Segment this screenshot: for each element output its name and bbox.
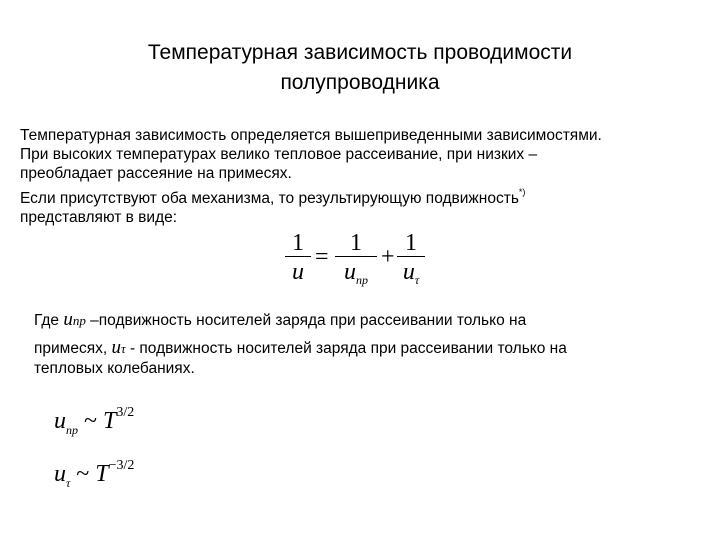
u-symbol: u (344, 259, 356, 285)
relation-impurity (54, 405, 134, 438)
subscript-pr: пр (66, 423, 78, 437)
explanation-line-1 (34, 310, 714, 331)
slide-title (0, 38, 720, 98)
u-symbol: u (111, 337, 121, 358)
subscript-pr: пр (72, 313, 86, 328)
explanation-text-1: –подвижность носителей заряда при рассеивании только на (90, 312, 527, 329)
u-symbol: u (63, 309, 73, 330)
explanation-text-2a: примесях, (34, 340, 108, 357)
explanation-paragraph (34, 310, 714, 379)
subscript-pr: пр (356, 273, 368, 287)
tilde-sign: ~ (76, 461, 90, 487)
para-line-3: преобладает рассеяние на примесях. (20, 165, 292, 182)
fraction-impurity-numerator: 1 (350, 230, 362, 256)
fraction-total (285, 230, 311, 287)
title-line-2: полупроводника (280, 71, 440, 94)
para-line-1: Температурная зависимость определяется вышеприведенными зависимостями. (20, 127, 602, 144)
explanation-line-2 (34, 338, 714, 359)
exponent: −3/2 (108, 458, 135, 473)
subscript-tau: τ (66, 476, 71, 490)
para-line-4-text: Если присутствуют оба механизма, то результирующую подвижность (20, 190, 519, 207)
explanation-line-3: тепловых колебаниях. (34, 360, 195, 377)
temperature-symbol: T (95, 461, 109, 487)
tilde-sign: ~ (84, 408, 97, 434)
intro-paragraph (20, 126, 720, 227)
fraction-thermal-numerator: 1 (405, 230, 417, 256)
relation-thermal (54, 458, 134, 491)
fraction-impurity-denominator (335, 257, 377, 295)
subscript-tau: τ (120, 341, 126, 356)
subscript-tau: τ (414, 273, 420, 287)
u-symbol: u (402, 259, 415, 285)
para-line-5: представляют в виде: (20, 209, 178, 226)
title-line-1: Температурная зависимость проводимости (147, 41, 573, 64)
plus-sign: + (381, 244, 395, 270)
fraction-thermal-denominator (397, 257, 425, 295)
where-word: Где (34, 312, 60, 329)
fraction-total-denominator: u (292, 259, 304, 285)
exponent: 3/2 (116, 405, 135, 420)
fraction-thermal (397, 230, 425, 295)
fraction-total-numerator: 1 (292, 230, 304, 256)
temperature-symbol: T (102, 408, 117, 434)
explanation-text-2b: - подвижность носителей заряда при рассеивании только на (129, 340, 567, 357)
equals-sign: = (315, 244, 329, 270)
u-symbol: u (54, 408, 66, 434)
para-line-4 (20, 183, 720, 208)
u-symbol: u (54, 461, 66, 487)
footnote-mark: *) (518, 187, 526, 197)
para-line-2: При высоких температурах велико тепловое рассеивание, при низких – (20, 146, 538, 163)
fraction-impurity (335, 230, 377, 295)
